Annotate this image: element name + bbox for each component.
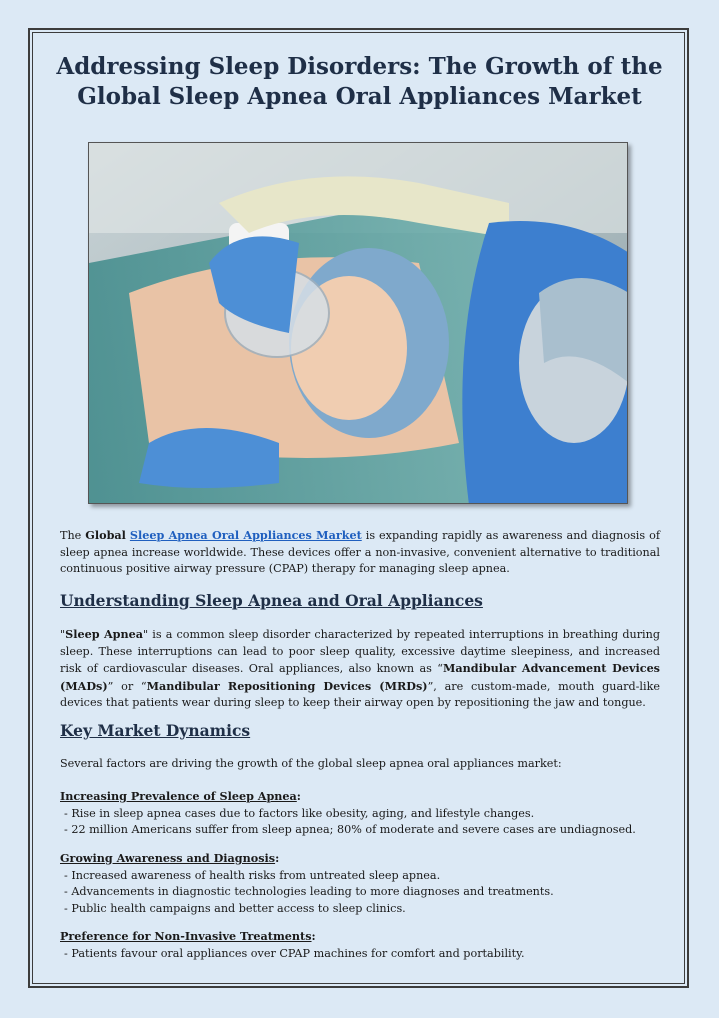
factor-group-prevalence	[60, 788, 636, 839]
photo-illustration	[89, 143, 628, 504]
quote-close: "	[143, 628, 149, 641]
dynamics-intro: Several factors are driving the growth of the global sleep apnea oral appliances market:	[60, 757, 562, 770]
factor-group-preference	[60, 928, 525, 962]
factor-colon: :	[275, 851, 280, 865]
factor-label: Preference for Non-Invasive Treatments	[60, 929, 312, 943]
factor-item: - Advancements in diagnostic technologies leading to more diagnoses and treatments.	[64, 885, 554, 898]
market-link[interactable]: Sleep Apnea Oral Appliances Market	[129, 528, 362, 542]
sleep-apnea-paragraph	[60, 626, 660, 712]
factor-item: - Rise in sleep apnea cases due to factors like obesity, aging, and lifestyle changes.	[64, 806, 535, 820]
intro-bold-word: Global	[85, 528, 126, 542]
intro-text: is expanding rapidly as awareness and diagnosis of sleep apnea increase worldwide. These devices offer a non-invasive, convenient alternative to traditional continuous positive airway pressure (CPAP) therapy for managing sleep apnea.	[60, 529, 660, 575]
paragraph-text-3: ”, are custom-made, mouth guard-like devices that patients wear during sleep to keep their airway open by repositioning the jaw and tongue.	[60, 679, 660, 709]
section-heading-understanding: Understanding Sleep Apnea and Oral Appliances	[60, 591, 483, 610]
factor-item: - Public health campaigns and better access to sleep clinics.	[64, 901, 406, 915]
factor-item: - Increased awareness of health risks from untreated sleep apnea.	[64, 868, 441, 882]
factor-colon: :	[296, 789, 301, 803]
quote-open: "	[60, 628, 66, 641]
term-mads: Mandibular Advancement Devices (MADs)	[60, 661, 660, 693]
factor-item: - Patients favour oral appliances over CPAP machines for comfort and portability.	[64, 946, 525, 960]
paragraph-text-1: is a common sleep disorder characterized by repeated interruptions in breathing during sleep. These interruptions can lead to poor sleep quality, excessive daytime sleepiness, and increased risk of cardiovascular diseases. Oral appliances, also known as “	[60, 628, 660, 675]
factor-group-awareness	[60, 850, 554, 917]
patient-with-oxygen-mask-image	[88, 142, 628, 504]
term-mrds: Mandibular Repositioning Devices (MRDs)	[146, 678, 428, 693]
factor-label: Increasing Prevalence of Sleep Apnea	[60, 789, 297, 803]
section-heading-dynamics: Key Market Dynamics	[60, 721, 251, 740]
page-title: Addressing Sleep Disorders: The Growth of the Global Sleep Apnea Oral Appliances Market	[56, 53, 663, 110]
intro-paragraph	[60, 527, 660, 578]
intro-prefix: The	[60, 529, 86, 542]
term-sleep-apnea: Sleep Apnea	[65, 627, 143, 641]
paragraph-text-2: ” or “	[107, 679, 147, 693]
factor-label: Growing Awareness and Diagnosis	[60, 851, 276, 865]
factor-item: - 22 million Americans suffer from sleep apnea; 80% of moderate and severe cases are undiagnosed.	[64, 823, 636, 836]
factor-colon: :	[311, 929, 316, 943]
